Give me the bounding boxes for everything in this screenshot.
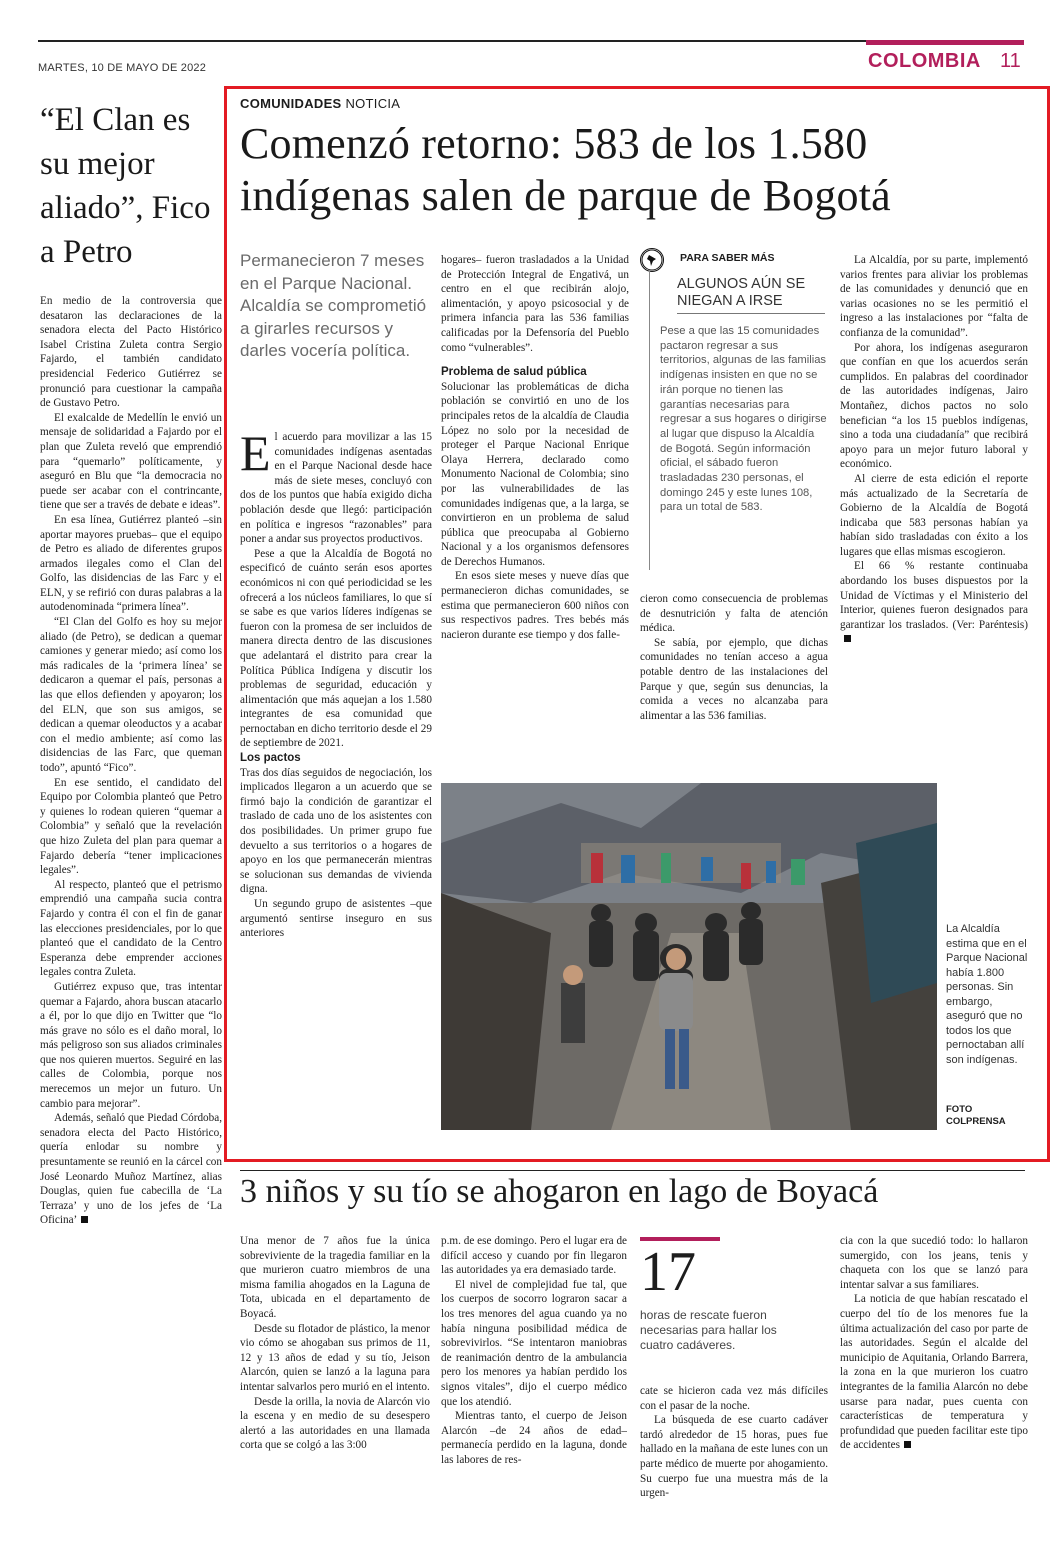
sidebar-title-rule [677, 313, 825, 314]
left-paragraph: “El Clan del Golfo es hoy su mejor aliado (de Petro), se dedican a quemar camiones y generar miedo; así como los más radicales de la ‘primera línea’ se dedicaron a quemar el país, personas a las que ellos defienden y apoyaron; los del ELN, que son sus amigos, se dedican a quemar oleoductos y a acabar con el medio ambiente; así como las disidencias de las Farc, que queman todo”, apuntó “Fico”. [40, 616, 222, 774]
stat-number: 17 [640, 1241, 696, 1303]
main-col-3 [640, 592, 828, 782]
main-col3-p1: cieron como consecuencia de problemas de desnutrición y falta de atención médica. [640, 593, 828, 635]
main-col4-p2: Por ahora, los indígenas aseguraron que confían en que los acuerdos serán cumplidos. En palabras del coordinador de las autoridades indígenas, Jairo Montañez, dichos pactos no solo benefician “a los 15 pueblos indígenas, sino a toda una ciudadanía” que recibirá apoyo para un mejor futuro laboral y económico. [840, 341, 1028, 471]
kicker-type: NOTICIA [345, 96, 401, 111]
left-paragraph: El exalcalde de Medellín le envió un mensaje de solidaridad a Fajardo por el plan que Zuleta reveló que emprendió para “quemarlo” políticamente, y aseguró en Blu que “la democracia no puede ser acabar con el contrincante, tiene que ser a través de debate e ideas”. [40, 411, 222, 512]
main-col2-p1: hogares– fueron trasladados a la Unidad de Protección Integral de Engativá, un centro en el que recibirán alojo, alimentación, y apoyo psicosocial y de primera infancia para las 536 familias calificadas por la Defensoría del Pueblo como “vulnerables”. [441, 254, 629, 354]
second-col-3 [640, 1384, 828, 1524]
second-col2-p: Mientras tanto, el cuerpo de Jeison Alarcón –de 24 años de edad– permanecía perdido en la laguna, donde las labores de res- [441, 1410, 627, 1466]
second-col2-p: El nivel de complejidad fue tal, que los cuerpos de socorro lograron sacar a los tres menores del agua cuando ya no había ninguna posibilidad médica de sobrevivirlos. “Se intentaron maniobras de reanimación dentro de la ambulancia pero los menores ya habían perdido los signos vitales”, dijo el cuerpo médico que los atendió. [441, 1278, 627, 1408]
second-col1-p: Una menor de 7 años fue la única sobreviviente de la tragedia familiar en la que murieron cuatro miembros de una misma familia ahogados en la Laguna de Tota, ubicada en el departamento de Boyacá. [240, 1235, 430, 1320]
kicker-category: COMUNIDADES [240, 96, 342, 111]
left-paragraph [40, 1111, 222, 1228]
second-col4-p [840, 1292, 1028, 1453]
news-photo [441, 783, 937, 1130]
sidebar-title: ALGUNOS AÚN SE NIEGAN A IRSE [677, 276, 806, 309]
main-col1-p1 [240, 430, 432, 547]
main-col4-p4-text: El 66 % restante continuaba abordando los buses dispuestos por la Unidad de Víctimas y el Ministerio del Interior, quienes fueron designados para garantizar los traslados. (Ver: Paréntesis) [840, 560, 1028, 631]
section-name: COLOMBIA [868, 50, 981, 72]
second-col3-p: cate se hicieron cada vez más difíciles con el pasar de la noche. [640, 1385, 828, 1412]
sidebar-text: Pese a que las 15 comunidades pactaron regresar a sus territorios, algunas de las familias indígenas insisten en que no se irán porque no tienen las garantías necesarias para regresar a sus hogares o dirigirse al lugar que dispuso la Alcaldía de Bogotá. Según información oficial, el sábado fueron trasladadas 230 personas, el domingo 245 y este lunes 108, para un total de 583. [660, 325, 827, 514]
left-paragraph: En esa línea, Gutiérrez planteó –sin aportar mayores pruebas– que el equipo de Petro es aliado de diferentes grupos armados ilegales como el Clan del Golfo, las disidencias de las Farc y el ELN, y se refirió con duras palabras a la autodenominada “primera línea”. [40, 513, 222, 614]
stat-text: horas de rescate fueron necesarias para hallar los cuatro cadáveres. [640, 1308, 777, 1352]
lead-paragraph: Permanecieron 7 meses en el Parque Nacional. Alcaldía se comprometió a girarles recursos y darles vocería política. [240, 251, 427, 360]
second-col-4 [840, 1234, 1028, 1526]
main-col2-p2: Solucionar las problemáticas de dicha población se convirtió en uno de los principales retos de la alcaldía de Claudia López no solo por la necesidad de proteger el Parque Nacional Enrique Olaya Herrera, declarado como Monumento Nacional de Colombia; sino por las vulnerabilidades de las comunidades indígenas que, a la larga, se convirtieron en un problema de salud pública que preocupaba al Gobierno Nacional y a los organismos defensores de Derechos Humanos. [441, 380, 629, 568]
sidebar-rule [649, 270, 650, 570]
main-col-2 [441, 253, 629, 783]
left-paragraph: Al respecto, planteó que el petrismo emprendió una campaña sucia contra Fajardo y contra él con el fin de ganar las elecciones presidenciales, por lo que planteó que el candidato de la Centro Esperanza debe emprender acciones legales contra Zuleta. [40, 878, 222, 979]
second-col-1 [240, 1234, 430, 1524]
main-col1-p3: Tras dos días seguidos de negociación, los implicados llegaron a un acuerdo que se firmó bajo la condición de garantizar el traslado de cada uno de los asistentes con dos posibilidades. Un primer grupo fue devuelto a sus territorios o a hogares de apoyo en los que permanecerán mientras se solucionan sus demandas de vivienda digna. [240, 766, 432, 896]
main-col4-p4 [840, 559, 1028, 647]
left-paragraph: Gutiérrez expuso que, tras intentar quemar a Fajardo, ahora buscan atacarlo a él, por lo que dijo en Twitter que “lo más grave no sólo es el daño moral, lo más peligroso son sus aliados criminales que nos quieren muertos. Seguiré en las calles de Colombia, porque nos merecemos un mejor un futuro. Un cambio para mejorar”. [40, 980, 222, 1110]
photo-caption: La Alcaldía estima que en el Parque Nacional había 1.800 personas. Sin embargo, aseguró que no todos los que pernoctaban allí son indígenas. [946, 923, 1028, 1066]
main-col3-p2: Se sabía, por ejemplo, que dichas comunidades no tenían acceso a agua potable dentro de las instalaciones del Parque y que, según sus denuncias, la comida a veces no alcanzaba para alimentar a las 536 familias. [640, 636, 828, 722]
main-headline: Comenzó retorno: 583 de los 1.580 indígenas salen de parque de Bogotá [240, 119, 891, 220]
second-col3-p: La búsqueda de ese cuarto cadáver tardó alrededor de 15 horas, pues fue hallado en la mañana de este lunes con un parte médico de muerte por ahogamiento. Su cuerpo fue una muestra más de la urgen- [640, 1414, 828, 1500]
second-col4-p: cia con la que sucedió todo: lo hallaron sumergido, con los jeans, tenis y chaqueta con los que se lanzó para intentar salvar a sus familiares. [840, 1235, 1028, 1291]
left-paragraph: En ese sentido, el candidato del Equipo por Colombia planteó que Petro y quienes lo rodean quieren “quemar a Colombia” y señaló que la revelación que hizo Zuleta del plan para quemar a Fajardo debería “tener implicaciones legales”. [40, 776, 222, 877]
section-color-bar [866, 40, 1024, 45]
second-col-2 [441, 1234, 627, 1524]
drop-cap: E [240, 430, 271, 481]
end-mark [904, 1441, 911, 1448]
story-divider [240, 1170, 1025, 1171]
main-col2-p3: En esos siete meses y nueve días que permanecieron dichas comunidades, se estima que permanecieron 600 niños con sus respectivos padres. Tres bebés más nacieron durante ese tiempo y dos falle- [441, 570, 629, 641]
subhead-pactos: Los pactos [240, 752, 301, 765]
issue-date: MARTES, 10 DE MAYO DE 2022 [38, 62, 207, 74]
main-col4-p1: La Alcaldía, por su parte, implementó varios frentes para aliviar los problemas de las comunidades y denunció que en varias ocasiones no se les permitió el ingreso a las instalaciones por “falta de confianza de la comunidad”. [840, 254, 1028, 339]
pin-icon [640, 248, 664, 272]
subhead-salud: Problema de salud pública [441, 366, 587, 379]
left-story-body [40, 294, 222, 1522]
left-paragraph-last: Además, señaló que Piedad Córdoba, senadora electa del Pacto Histórico, quería enlodar su nombre y presuntamente se reunió en la cárcel con José Leonardo Muñoz Martínez, alias Douglas, quien fue cabecilla de ‘La Terraza’ y uno de los jefes de ‘La Oficina’ [40, 1112, 222, 1227]
left-story-title: “El Clan es su mejor aliado”, Fico a Petro [40, 102, 211, 270]
end-mark [81, 1216, 88, 1223]
main-col-4 [840, 253, 1028, 773]
kicker [240, 96, 400, 111]
photo-illustration [441, 783, 937, 1130]
photo-credit: FOTO COLPRENSA [946, 1104, 1006, 1127]
main-col1-p4: Un segundo grupo de asistentes –que argumentó sentirse inseguro en sus anteriores [240, 898, 432, 940]
left-paragraph: En medio de la controversia que desataron las declaraciones de la senadora electa del Pacto Histórico Isabel Cristina Zuleta contra Sergio Fajardo, el también candidato presidencial Federico Gutiérrez se pronunció para cuestionar la campaña de Gustavo Petro. [40, 295, 222, 410]
second-headline: 3 niños y su tío se ahogaron en lago de Boyacá [240, 1173, 879, 1210]
main-col1-p2: Pese a que la Alcaldía de Bogotá no especificó de cuánto serán esos aportes económicos ni con qué periodicidad se les ofrecerá a los núcleos familiares, lo que sí se sabe es que varios líderes indígenas se fueron con la promesa de ser incluidos de manera directa dentro de las discusiones que adelantará el distrito para crear la Política Pública Indígena y discutir los problemas de seguridad, educación y alimentación que más aquejan a los 1.580 integrantes de esa comunidad que pernoctaban en dicho territorio desde el 29 de septiembre de 2021. [240, 547, 432, 750]
main-col-1 [240, 430, 432, 1130]
second-col4-p-text: La noticia de que habían rescatado el cuerpo del tío de los menores fue la última actualización del caso por parte de las autoridades. Según el alcalde del municipio de Aquitania, Orlando Barrera, la zona en la que murieron los cuatro integrantes de la familia Alarcón no debe usarse para nadar, pues cuenta con características de temperatura y profundidad que pueden facilitar este tipo de accidentes [840, 1293, 1028, 1452]
second-col2-p: p.m. de ese domingo. Pero el lugar era de difícil acceso y cuando por fin llegaron las autoridades ya era demasiado tarde. [441, 1235, 627, 1277]
end-mark [844, 635, 851, 642]
second-col1-p: Desde la orilla, la novia de Alarcón vio la escena y en medio de su desespero alertó a las autoridades en una llamada corta que se colgó a las 3:00 [240, 1395, 430, 1452]
main-col4-p3: Al cierre de esta edición el reporte más actualizado de la Secretaría de Gobierno de la Alcaldía de Bogotá indicaba que 583 personas habían ya habían sido trasladadas con éxito a los lugares que ellas mismas escogieron. [840, 472, 1028, 558]
second-col1-p: Desde su flotador de plástico, la menor vio cómo se ahogaban sus primos de 11, 12 y 13 años de edad y su tío, Jeison Alarcón, quien se lanzó a la laguna para intentar salvarlos pero murió en el intento. [240, 1322, 430, 1393]
main-col1-p1-text: l acuerdo para movilizar a las 15 comunidades indígenas asentadas en el Parque Nacional desde hace más de siete meses, concluyó con dos de los puntos que había exigido dicha población desde que llegó: participación en política e ingresos “razonables” para poner a andar sus proyectos productivos. [240, 431, 432, 546]
page-number: 11 [1000, 50, 1021, 72]
sidebar-label: PARA SABER MÁS [680, 252, 775, 264]
